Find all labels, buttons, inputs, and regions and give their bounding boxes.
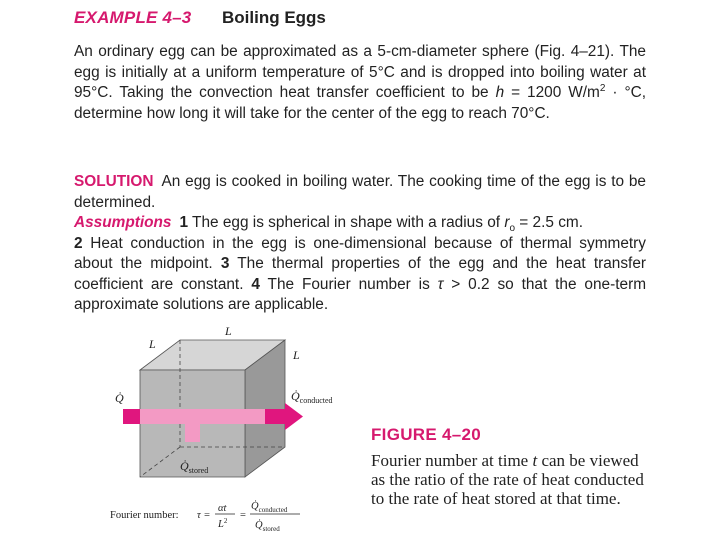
formula-prefix: Fourier number: <box>110 510 179 521</box>
figure-title: FIGURE 4–20 <box>371 425 482 444</box>
solution-section <box>74 172 646 316</box>
assumptions-label: Assumptions <box>74 214 172 231</box>
solution-text: An egg is cooked in boiling water. The cooking time of the egg is to be determined. <box>74 173 646 211</box>
example-title: Boiling Eggs <box>222 8 326 27</box>
problem-text-1: An ordinary egg can be approximated as a 5-cm-diameter sphere (Fig. 4–21). The egg is initially at a uniform temperature of 5°C and is dropped into boiling water at 95°C. Taking the convection heat transfer coefficient to be <box>74 43 646 101</box>
formula-denominator-2: $Q̇_{stored}$ <box>255 520 280 533</box>
problem-text-2: = 1200 W/m <box>504 84 600 101</box>
assumption-number: 4 <box>251 275 260 293</box>
conducted-label: $Q̇_{conducted}$ <box>291 389 333 405</box>
figure-caption <box>371 425 661 508</box>
tau-symbol: τ <box>437 275 444 293</box>
formula-numerator-2: $Q̇_{conducted}$ <box>251 501 288 514</box>
radius-symbol: r <box>504 214 510 231</box>
figure-caption-text <box>371 451 651 508</box>
formula-denominator: $L^2$ <box>218 517 228 530</box>
problem-text-3: · °C, determine how long it will take for the center of the egg to reach 70°C. <box>74 84 646 122</box>
assumption-number: 3 <box>220 255 230 272</box>
fourier-cube-figure <box>105 322 370 537</box>
assumption-number: 2 <box>74 234 83 252</box>
length-label-top: L <box>225 324 232 338</box>
arrow-inner-band <box>140 409 265 424</box>
assumption-text: Heat conduction in the egg is one-dimensional because of thermal symmetry about the midpoint. <box>74 234 646 272</box>
stored-label: $Q̇_{stored}$ <box>180 459 209 475</box>
caption-text-b: can be viewed as the ratio of the rate of heat conducted to the rate of heat stored at that time. <box>371 451 644 508</box>
example-label: EXAMPLE 4–3 <box>74 8 192 27</box>
assumption-text: > 0.2 so that the one-term approximate solutions are applicable. <box>74 275 647 313</box>
time-symbol: t <box>532 451 538 470</box>
assumption-text: The egg is spherical in shape with a radius of <box>188 214 505 231</box>
example-header <box>74 8 326 28</box>
formula-numerator: αt <box>218 503 227 514</box>
formula-tau: τ = <box>197 510 211 521</box>
assumption-text: The thermal properties of the egg and the heat transfer coefficient are constant. <box>74 255 646 293</box>
assumption-text: = 2.5 cm. <box>515 214 584 231</box>
length-label-right: L <box>293 348 300 362</box>
problem-statement <box>74 42 646 124</box>
heat-in-label: Q̇ <box>115 391 124 405</box>
assumption-number: 1 <box>179 214 189 231</box>
caption-text-a: Fourier number at time <box>371 451 533 470</box>
unit-exponent: 2 <box>599 82 606 94</box>
assumption-text: The Fourier number is <box>259 275 438 293</box>
length-label-left: L <box>149 337 156 351</box>
radius-subscript: o <box>509 223 516 235</box>
h-symbol: h <box>495 84 505 101</box>
formula-equals: = <box>240 510 246 521</box>
solution-label: SOLUTION <box>74 173 154 190</box>
